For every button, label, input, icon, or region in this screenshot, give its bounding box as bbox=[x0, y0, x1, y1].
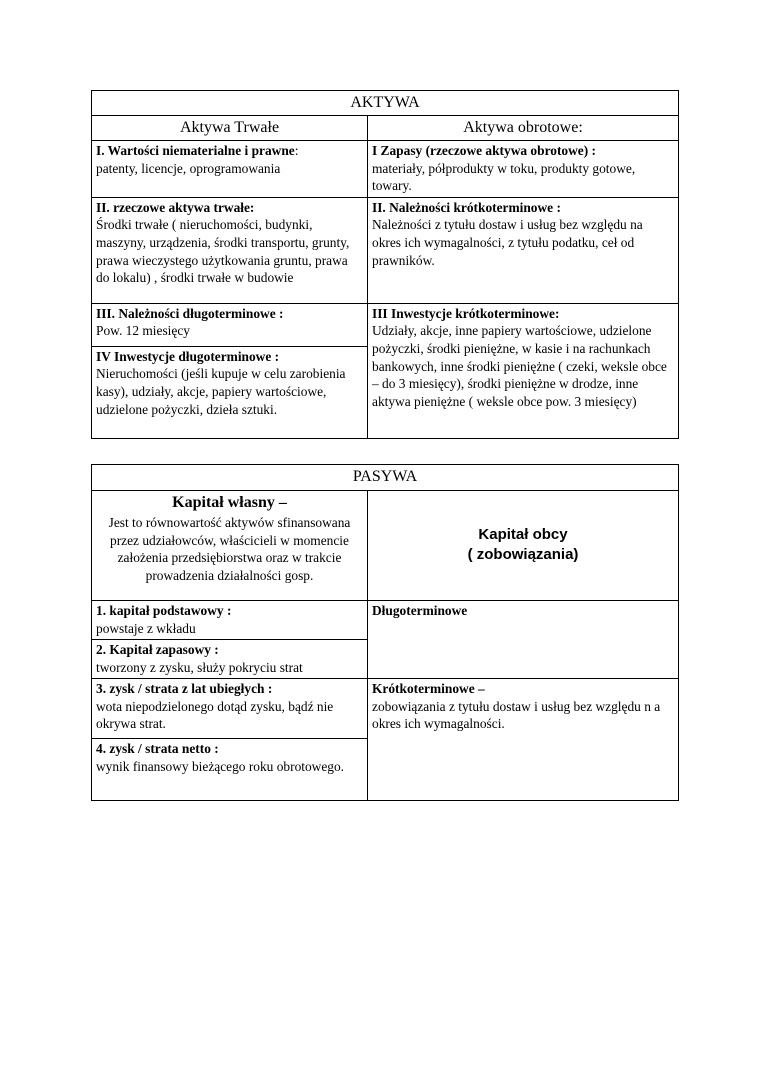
kapital-wlasny-cell bbox=[92, 491, 368, 601]
item-heading: I Zapasy (rzeczowe aktywa obrotowe) : bbox=[372, 143, 596, 158]
pasywa-item-1 bbox=[92, 601, 367, 639]
item-body: Należności z tytułu dostaw i usług bez względu na okres ich wymagalności, z tytułu podatku, ceł od prawników. bbox=[372, 217, 643, 268]
aktywa-trwale-header: Aktywa Trwałe bbox=[92, 116, 368, 141]
item-heading: 2. Kapitał zapasowy : bbox=[96, 642, 219, 657]
aktywa-trwale-item-2 bbox=[92, 197, 368, 303]
item-body: zobowiązania z tytułu dostaw i usług bez względu n a okres ich wymagalności. bbox=[372, 698, 661, 732]
aktywa-obrotowe-header: Aktywa obrotowe: bbox=[368, 116, 679, 141]
item-body: Udziały, akcje, inne papiery wartościowe, udzielone pożyczki, środki pieniężne, w kasie i na rachunkach bankowych, inne środki pieniężne ( czeki, weksle obce – do 3 miesięcy), środki pieniężne w drodze, inne aktywa pieniężne ( weksle obce pow. 3 miesięcy) bbox=[372, 323, 667, 409]
aktywa-obrotowe-item-2 bbox=[368, 197, 679, 303]
pasywa-left-upper bbox=[92, 601, 368, 679]
item-separator: : bbox=[294, 143, 299, 158]
pasywa-item-4 bbox=[92, 738, 367, 777]
item-body: wota niepodzielonego dotąd zysku, bądź nie okrywa strat. bbox=[96, 698, 334, 732]
pasywa-table bbox=[91, 464, 679, 801]
pasywa-item-2 bbox=[92, 639, 367, 678]
item-heading: 1. kapitał podstawowy : bbox=[96, 603, 232, 618]
item-body: tworzony z zysku, służy pokryciu strat bbox=[96, 659, 303, 675]
item-heading: IV Inwestycje długoterminowe : bbox=[96, 348, 280, 364]
item-heading: II. Należności krótkoterminowe : bbox=[372, 199, 561, 215]
item-body: Pow. 12 miesięcy bbox=[96, 323, 190, 339]
aktywa-table bbox=[91, 90, 679, 439]
aktywa-obrotowe-item-1 bbox=[368, 141, 679, 198]
aktywa-trwale-lower bbox=[92, 303, 368, 438]
item-heading: Krótkoterminowe – bbox=[372, 681, 485, 697]
item-body: Środki trwałe ( nieruchomości, budynki, maszyny, urządzenia, środki transportu, grunty, prawa wieczystego użytkowania gruntu, prawa do lokalu) , środki trwałe w budowie bbox=[96, 217, 350, 286]
pasywa-item-3 bbox=[92, 679, 367, 738]
aktywa-trwale-item-3 bbox=[92, 304, 367, 346]
krotkoterminowe-cell bbox=[368, 679, 679, 801]
aktywa-obrotowe-item-3 bbox=[368, 303, 679, 438]
aktywa-trwale-item-1 bbox=[92, 141, 368, 198]
item-body: Nieruchomości (jeśli kupuje w celu zarobienia kasy), udziały, akcje, papiery wartościowe, udzielone pożyczki, dzieła sztuki. bbox=[96, 366, 346, 417]
dlugoterminowe-cell bbox=[368, 601, 679, 679]
pasywa-title: PASYWA bbox=[92, 465, 679, 491]
item-heading: III. Należności długoterminowe : bbox=[96, 305, 284, 321]
kapital-obcy-subtitle: ( zobowiązania) bbox=[467, 546, 579, 563]
pasywa-left-lower bbox=[92, 679, 368, 801]
item-heading: I. Wartości niematerialne i prawne bbox=[96, 143, 295, 158]
item-heading: 3. zysk / strata z lat ubiegłych : bbox=[96, 681, 273, 697]
item-body: patenty, licencje, oprogramowania bbox=[96, 160, 281, 176]
aktywa-title: AKTYWA bbox=[92, 91, 679, 116]
item-heading: II. rzeczowe aktywa trwałe: bbox=[96, 199, 255, 215]
kapital-wlasny-description: Jest to równowartość aktywów sfinansowana przez udziałowców, właścicieli w momencie założenia przedsiębiorstwa oraz w trakcie prowadzenia działalności gosp. bbox=[108, 515, 351, 583]
kapital-obcy-title: Kapitał obcy bbox=[478, 526, 568, 543]
item-heading: Długoterminowe bbox=[372, 603, 468, 618]
item-body: materiały, półprodukty w toku, produkty gotowe, towary. bbox=[372, 160, 636, 194]
aktywa-trwale-item-4 bbox=[92, 346, 367, 420]
item-body: wynik finansowy bieżącego roku obrotowego. bbox=[96, 758, 345, 774]
item-heading: III Inwestycje krótkoterminowe: bbox=[372, 305, 560, 321]
kapital-wlasny-title: Kapitał własny – bbox=[172, 494, 287, 511]
item-heading: 4. zysk / strata netto : bbox=[96, 741, 219, 757]
kapital-obcy-cell bbox=[368, 491, 679, 601]
item-body: powstaje z wkładu bbox=[96, 620, 196, 636]
